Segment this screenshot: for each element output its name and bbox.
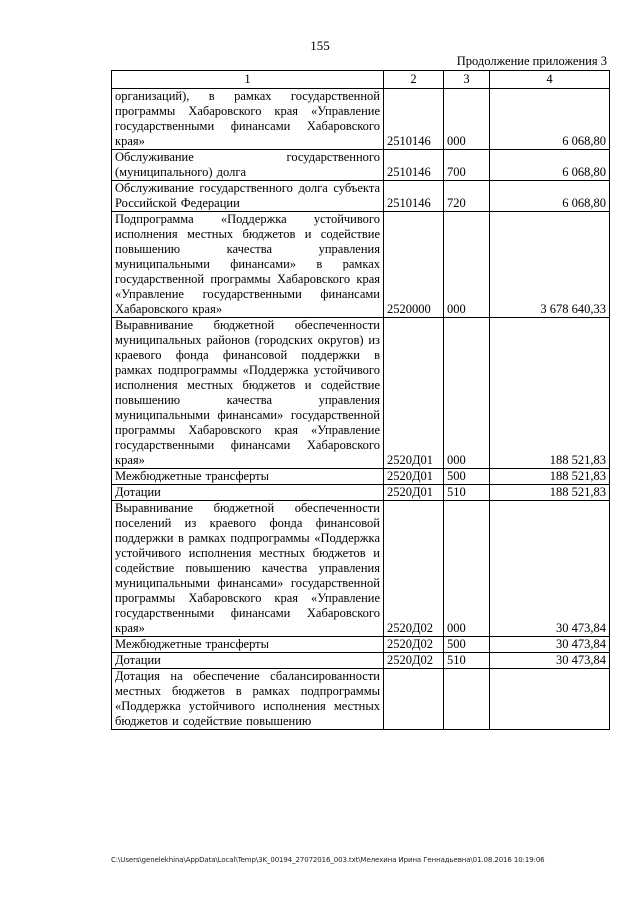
row-target-code bbox=[384, 669, 444, 730]
row-description: Межбюджетные трансферты bbox=[112, 637, 384, 653]
row-expense-type: 000 bbox=[444, 318, 490, 469]
row-target-code: 2520000 bbox=[384, 212, 444, 318]
row-expense-type: 500 bbox=[444, 469, 490, 485]
table-row bbox=[112, 469, 610, 485]
table-row bbox=[112, 318, 610, 469]
row-target-code: 2520Д02 bbox=[384, 653, 444, 669]
row-amount: 188 521,83 bbox=[490, 318, 610, 469]
row-description: Межбюджетные трансферты bbox=[112, 469, 384, 485]
row-target-code: 2510146 bbox=[384, 181, 444, 212]
row-description: Дотация на обеспечение сбалансированности местных бюджетов в рамках подпрограммы «Поддержка устойчивого исполнения местных бюджетов и содействие повышению bbox=[112, 669, 384, 730]
budget-table bbox=[111, 70, 610, 730]
row-description: Дотации bbox=[112, 653, 384, 669]
row-amount: 6 068,80 bbox=[490, 150, 610, 181]
row-target-code: 2520Д02 bbox=[384, 637, 444, 653]
row-expense-type: 510 bbox=[444, 653, 490, 669]
table-row bbox=[112, 485, 610, 501]
row-target-code: 2510146 bbox=[384, 150, 444, 181]
row-description: Дотации bbox=[112, 485, 384, 501]
row-target-code: 2520Д01 bbox=[384, 485, 444, 501]
header-col-4: 4 bbox=[490, 71, 610, 89]
page-number: 155 bbox=[310, 38, 330, 53]
row-description: Выравнивание бюджетной обеспеченности поселений из краевого фонда финансовой поддержки в рамках подпрограммы «Поддержка устойчивого исполнения местных бюджетов и содействие повышению качества управления муниципальными финансами» государственной программы Хабаровского края «Управление государственными финансами Хабаровского края» bbox=[112, 501, 384, 637]
table-row bbox=[112, 212, 610, 318]
row-expense-type: 510 bbox=[444, 485, 490, 501]
row-amount: 188 521,83 bbox=[490, 485, 610, 501]
table-row bbox=[112, 150, 610, 181]
table-row bbox=[112, 181, 610, 212]
row-description: Обслуживание государственного долга субъекта Российской Федерации bbox=[112, 181, 384, 212]
row-amount: 3 678 640,33 bbox=[490, 212, 610, 318]
row-target-code: 2520Д02 bbox=[384, 501, 444, 637]
row-amount bbox=[490, 669, 610, 730]
row-target-code: 2510146 bbox=[384, 89, 444, 150]
continuation-label: Продолжение приложения 3 bbox=[456, 54, 607, 68]
row-expense-type: 000 bbox=[444, 212, 490, 318]
row-expense-type: 000 bbox=[444, 501, 490, 637]
table-header-row bbox=[112, 71, 610, 89]
file-path-footer: C:\Users\genelekhina\AppData\Local\Temp\3K_00194_27072016_003.txt\Мелехина Ирина Геннадьевна\01.08.2016 10:19:06 bbox=[111, 856, 545, 864]
header-col-2: 2 bbox=[384, 71, 444, 89]
row-description: Выравнивание бюджетной обеспеченности муниципальных районов (городских округов) из краевого фонда финансовой поддержки в рамках подпрограммы «Поддержка устойчивого исполнения местных бюджетов и содействие повышению качества управления муниципальными финансами» государственной программы Хабаровского края «Управление государственными финансами Хабаровского края» bbox=[112, 318, 384, 469]
row-amount: 30 473,84 bbox=[490, 501, 610, 637]
header-col-3: 3 bbox=[444, 71, 490, 89]
table-row bbox=[112, 669, 610, 730]
row-target-code: 2520Д01 bbox=[384, 318, 444, 469]
row-expense-type: 700 bbox=[444, 150, 490, 181]
row-target-code: 2520Д01 bbox=[384, 469, 444, 485]
row-expense-type: 000 bbox=[444, 89, 490, 150]
row-amount: 30 473,84 bbox=[490, 637, 610, 653]
header-col-1: 1 bbox=[112, 71, 384, 89]
table-row bbox=[112, 501, 610, 637]
row-expense-type: 500 bbox=[444, 637, 490, 653]
table-row bbox=[112, 637, 610, 653]
row-expense-type: 720 bbox=[444, 181, 490, 212]
row-description: организаций), в рамках государственной программы Хабаровского края «Управление государственными финансами Хабаровского края» bbox=[112, 89, 384, 150]
row-expense-type bbox=[444, 669, 490, 730]
table-row bbox=[112, 89, 610, 150]
row-amount: 30 473,84 bbox=[490, 653, 610, 669]
row-amount: 6 068,80 bbox=[490, 89, 610, 150]
row-description: Подпрограмма «Поддержка устойчивого исполнения местных бюджетов и содействие повышению качества управления муниципальными финансами» в рамках государственной программы Хабаровского края «Управление государственными финансами Хабаровского края» bbox=[112, 212, 384, 318]
row-description: Обслуживание государственного (муниципального) долга bbox=[112, 150, 384, 181]
row-amount: 6 068,80 bbox=[490, 181, 610, 212]
row-amount: 188 521,83 bbox=[490, 469, 610, 485]
table-row bbox=[112, 653, 610, 669]
